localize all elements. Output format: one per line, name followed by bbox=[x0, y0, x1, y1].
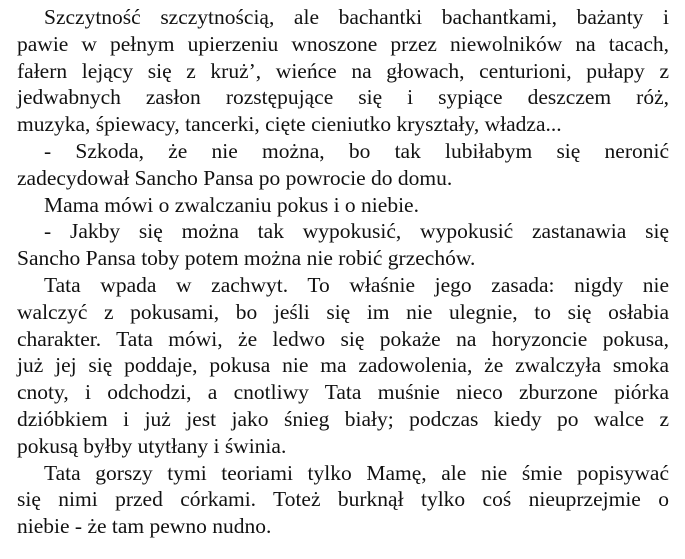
text-line: dzióbkiem i już jest jako śnieg biały; podczas kiedy po walce z bbox=[17, 406, 669, 431]
paragraph bbox=[17, 4, 669, 138]
text-line: Szczytność szczytnością, ale bachantki bachantkami, bażanty i bbox=[44, 5, 669, 29]
text-line: już jej się poddaje, pokusa nie ma zadowolenia, że zwalczyła smoka bbox=[17, 353, 669, 378]
text-line: niebie - że tam pewno nudno. bbox=[17, 514, 272, 539]
paragraph bbox=[17, 272, 669, 460]
text-line: - Jakby się można tak wypokusić, wypokusić zastanawia się bbox=[44, 219, 669, 244]
text-line: Tata wpada w zachwyt. To właśnie jego zasada: nigdy nie bbox=[44, 272, 669, 297]
text-line: pokusą byłby utytłany i świnia. bbox=[17, 433, 287, 458]
text-line: jedwabnych zasłon rozstępujące się i sypiące deszczem róż, bbox=[17, 85, 669, 110]
text-line: zadecydował Sancho Pansa po powrocie do domu. bbox=[17, 165, 453, 190]
text-line: pawie w pełnym upierzeniu wnoszone przez niewolników na tacach, bbox=[17, 31, 669, 56]
text-line: się nimi przed córkami. Toteż burknął tylko coś nieuprzejmie o bbox=[17, 487, 669, 512]
text-line: muzyka, śpiewacy, tancerki, cięte cieniutko kryształy, władza... bbox=[17, 112, 562, 137]
text-line: Sancho Pansa toby potem można nie robić grzechów. bbox=[17, 246, 476, 271]
text-line: fałern lejący się z krużʼ, wieńce na głowach, centurioni, pułapy z bbox=[17, 58, 669, 83]
text-line: Tata gorszy tymi teoriami tylko Mamę, ale nie śmie popisywać bbox=[44, 460, 669, 485]
text-line: Mama mówi o zwalczaniu pokus i o niebie. bbox=[44, 192, 419, 217]
text-line: charakter. Tata mówi, że ledwo się pokaże na horyzoncie pokusa, bbox=[17, 326, 669, 351]
paragraph bbox=[17, 460, 669, 540]
text-line: - Szkoda, że nie można, bo tak lubiłabym się neronić bbox=[44, 138, 669, 163]
paragraph bbox=[17, 192, 669, 219]
paragraph bbox=[17, 138, 669, 192]
paragraph bbox=[17, 218, 669, 272]
text-line: walczyć z pokusami, bo jeśli się im nie ulegnie, to się osłabia bbox=[17, 299, 669, 324]
text-line: cnoty, i odchodzi, a cnotliwy Tata muśnie nieco zburzone piórka bbox=[17, 380, 669, 405]
